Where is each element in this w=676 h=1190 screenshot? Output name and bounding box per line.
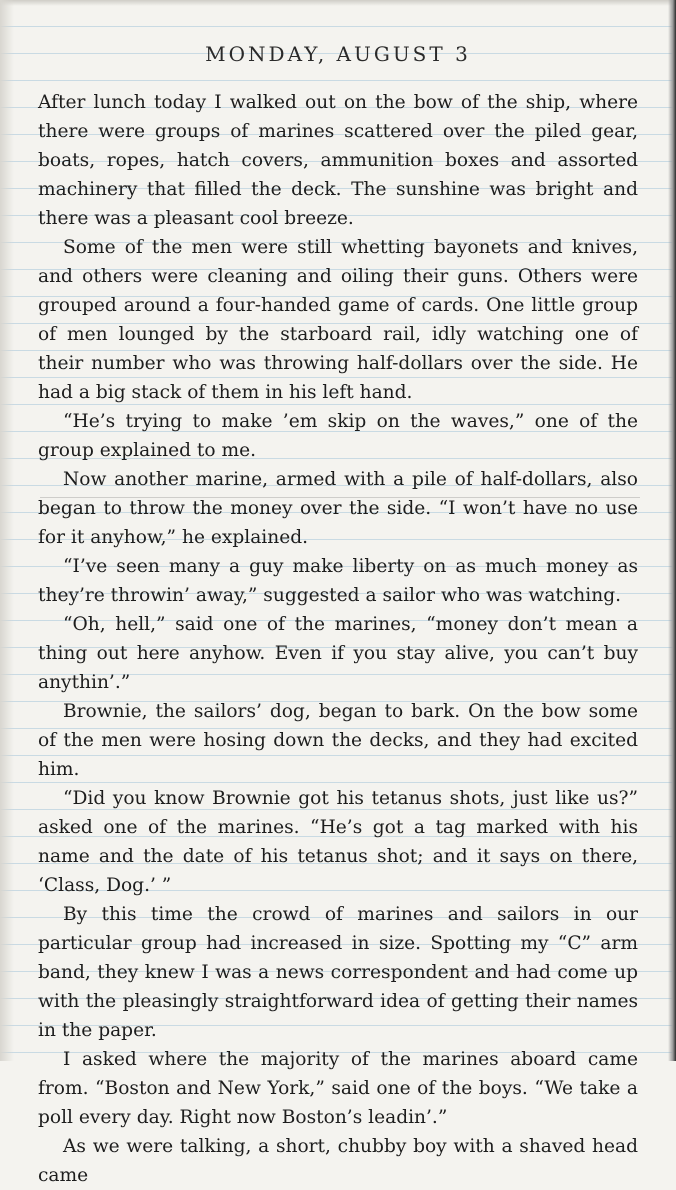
paragraph: “He’s trying to make ’em skip on the waves,” one of the group explained to me. bbox=[38, 411, 638, 461]
paragraph: “Did you know Brownie got his tetanus shots, just like us?” asked one of the marines. “He’s got a tag marked with his name and the date of his tetanus shot; and it says on there, ‘Class, Dog.’ ” bbox=[38, 788, 638, 896]
running-head: MONDAY, AUGUST 3 bbox=[205, 42, 471, 66]
page-right-edge bbox=[668, 0, 676, 1061]
paragraph: I asked where the majority of the marines aboard came from. “Boston and New York,” said one of the boys. “We take a poll every day. Right now Boston’s leadin’.” bbox=[38, 1049, 638, 1128]
paragraph: After lunch today I walked out on the bow of the ship, where there were groups of marines scattered over the piled gear, boats, ropes, hatch covers, ammunition boxes and assorted machinery that filled the deck. The sunshine was bright and there was a pleasant cool breeze. bbox=[38, 92, 638, 229]
page-top-edge bbox=[0, 0, 676, 6]
body-text bbox=[38, 88, 638, 1190]
paragraph: “Oh, hell,” said one of the marines, “money don’t mean a thing out here anyhow. Even if you stay alive, you can’t buy anythin’.” bbox=[38, 614, 638, 693]
paragraph: Now another marine, armed with a pile of half-dollars, also began to throw the money over the side. “I won’t have no use for it anyhow,” he explained. bbox=[38, 469, 638, 548]
page-left-edge bbox=[0, 0, 14, 1061]
paragraph: By this time the crowd of marines and sailors in our particular group had increased in size. Spotting my “C” arm band, they knew I was a news correspondent and had come up with the pleasingly straightforward idea of getting their names in the paper. bbox=[38, 904, 638, 1041]
paragraph: Brownie, the sailors’ dog, began to bark. On the bow some of the men were hosing down the decks, and they had excited him. bbox=[38, 701, 638, 780]
paragraph: “I’ve seen many a guy make liberty on as much money as they’re throwin’ away,” suggested a sailor who was watching. bbox=[38, 556, 638, 606]
paragraph: Some of the men were still whetting bayonets and knives, and others were cleaning and oiling their guns. Others were grouped around a four-handed game of cards. One little group of men lounged by the starboard rail, idly watching one of their number who was throwing half-dollars over the side. He had a big stack of them in his left hand. bbox=[38, 237, 638, 403]
paragraph: As we were talking, a short, chubby boy with a shaved head came bbox=[38, 1136, 638, 1186]
